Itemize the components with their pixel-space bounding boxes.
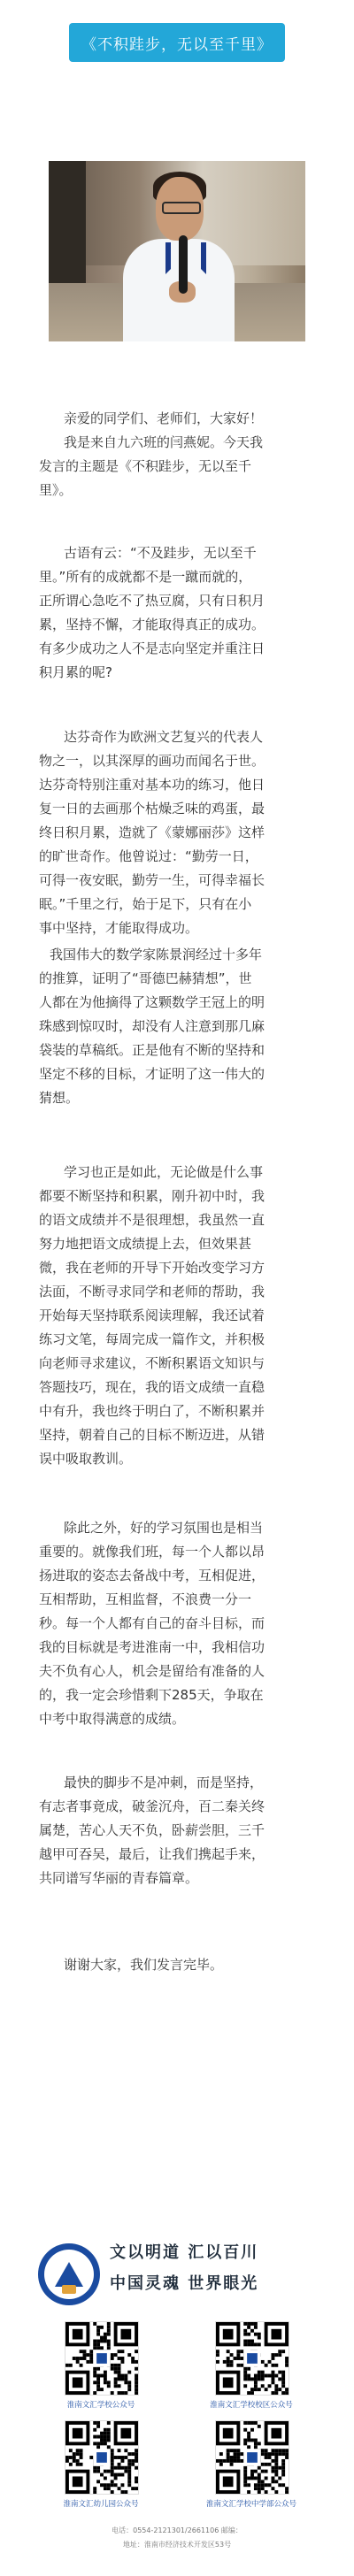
speech-line: 微，我在老师的开导下开始改变学习方	[39, 1260, 266, 1276]
speech-line: 的旷世奇作。他曾说过：“勤劳一日，	[39, 848, 258, 864]
speech-line: 物之一，以其深厚的画功而闻名于世。	[39, 753, 266, 769]
speech-line: 越甲可吞吴，最后，让我们携起手来，	[39, 1846, 266, 1862]
speech-line: 的推算，证明了“哥德巴赫猜想”，世	[39, 970, 252, 986]
school-contact-line: 电话：0554-2121301/2661106 邮编：	[112, 2526, 242, 2534]
speech-line: 误中吸取教训。	[39, 1451, 133, 1467]
article-title: 《不积跬步，无以至千里》	[81, 35, 273, 54]
school-footer	[0, 2176, 354, 2576]
speech-line: 的，我一定会珍惜剩下285天，争取在	[39, 1687, 264, 1703]
speech-line: 有志者事竟成，破釜沉舟，百二秦关终	[39, 1798, 266, 1814]
qr-code-icon[interactable]	[65, 2420, 139, 2495]
speech-line: 人都在为他摘得了这颗数学王冠上的明	[39, 994, 266, 1010]
speech-line: 的语文成绩并不是很理想，我虽然一直	[39, 1212, 266, 1228]
speech-line: 发言的主题是《不积跬步，无以至千	[39, 458, 252, 474]
speech-line: 中考中取得满意的成绩。	[39, 1711, 186, 1727]
speech-line: 都要不断坚持和积累，刚升初中时，我	[39, 1188, 266, 1204]
qr-code-icon[interactable]	[65, 2321, 139, 2396]
speech-line: 坚定不移的目标，才证明了这一伟大的	[39, 1066, 266, 1082]
qr-code-icon[interactable]	[215, 2321, 289, 2396]
speech-line: 猜想。	[39, 1090, 80, 1106]
speech-line: 达芬奇作为欧洲文艺复兴的代表人	[64, 729, 264, 745]
speech-line: 法面，不断寻求同学和老师的帮助，我	[39, 1284, 266, 1300]
speech-line: 答题技巧，现在，我的语文成绩一直稳	[39, 1379, 266, 1395]
speech-line: 秒。每一个人都有自己的奋斗目标，而	[39, 1615, 266, 1631]
speaker-photo	[49, 161, 305, 341]
speech-line: 珠感到惊叹时，却没有人注意到那几麻	[39, 1018, 266, 1034]
school-logo-icon	[38, 2243, 100, 2305]
speech-line: 除此之外，好的学习氛围也是相当	[64, 1520, 264, 1536]
qr-label: 淮南文汇幼儿园公众号	[63, 2500, 139, 2509]
speech-line: 可得一夜安眠，勤劳一生，可得幸福长	[39, 872, 266, 888]
speech-line: 里。”所有的成就都不是一蹴而就的，	[39, 569, 252, 585]
qr-label: 淮南文汇学校公众号	[66, 2401, 135, 2410]
speech-line: 达芬奇特别注重对基本功的练习，他日	[39, 777, 266, 793]
speech-line: 终日积月累，造就了《蒙娜丽莎》这样	[39, 824, 266, 840]
speech-line: 坚持，朝着自己的目标不断迈进，从错	[39, 1427, 266, 1443]
qr-code-icon[interactable]	[215, 2420, 289, 2495]
speech-line: 我是来自九六班的闫燕妮。今天我	[64, 434, 264, 450]
qr-label: 淮南文汇学校校区公众号	[210, 2401, 293, 2410]
speech-line: 扬进取的姿态去备战中考，互相促进，	[39, 1568, 266, 1583]
speech-line: 里》。	[39, 482, 73, 498]
school-slogan-line: 文以明道 汇以百川	[110, 2243, 259, 2262]
school-slogan-line: 中国灵魂 世界眼光	[110, 2274, 259, 2293]
speech-line: 眠。”千里之行，始于足下，只有在小	[39, 896, 252, 912]
speech-line: 我国伟大的数学家陈景润经过十多年	[50, 947, 263, 962]
speech-line: 积月累的呢?	[39, 664, 112, 680]
speech-line: 复一日的去画那个枯燥乏味的鸡蛋，最	[39, 801, 266, 816]
speech-line: 努力地把语文成绩提上去，但效果甚	[39, 1236, 252, 1252]
speech-line: 共同谱写华丽的青春篇章。	[39, 1870, 199, 1886]
speech-line: 互相帮助，互相监督，不浪费一分一	[39, 1591, 252, 1607]
speech-line: 学习也正是如此，无论做是什么事	[64, 1164, 264, 1180]
qr-label: 淮南文汇学校中学部公众号	[205, 2500, 296, 2509]
speech-line: 属楚，苦心人天不负，卧薪尝胆，三千	[39, 1822, 266, 1838]
speech-line: 谢谢大家，我们发言完毕。	[64, 1957, 224, 1973]
article-title-banner	[69, 23, 285, 62]
speech-line: 我的目标就是考进淮南一中，我相信功	[39, 1639, 266, 1655]
speech-line: 向老师寻求建议，不断积累语文知识与	[39, 1355, 266, 1371]
speech-line: 累，坚持不懈，才能取得真正的成功。	[39, 617, 266, 632]
speech-line: 有多少成功之人不是志向坚定并重注日	[39, 640, 266, 656]
speech-line: 开始每天坚持联系阅读理解，我还试着	[39, 1307, 266, 1323]
speech-line: 夫不负有心人，机会是留给有准备的人	[39, 1663, 266, 1679]
speech-line: 事中坚持，才能取得成功。	[39, 920, 199, 936]
speech-line: 最快的脚步不是冲刺，而是坚持，	[64, 1775, 264, 1790]
speech-line: 古语有云：“不及跬步，无以至千	[64, 545, 257, 561]
speech-line: 练习文笔，每周完成一篇作文，并积极	[39, 1331, 266, 1347]
speech-line: 中有升，我也终于明白了，不断积累并	[39, 1403, 266, 1419]
speech-line: 袋装的草稿纸。正是他有不断的坚持和	[39, 1042, 266, 1058]
microphone-icon	[179, 235, 188, 294]
speech-line: 正所谓心急吃不了热豆腐，只有日积月	[39, 593, 266, 609]
speech-line: 亲爱的同学们、老师们，大家好！	[64, 410, 264, 426]
speech-line: 重要的。就像我们班，每一个人都以昂	[39, 1544, 266, 1560]
school-address-line: 地址：淮南市经济技术开发区53号	[122, 2541, 232, 2549]
